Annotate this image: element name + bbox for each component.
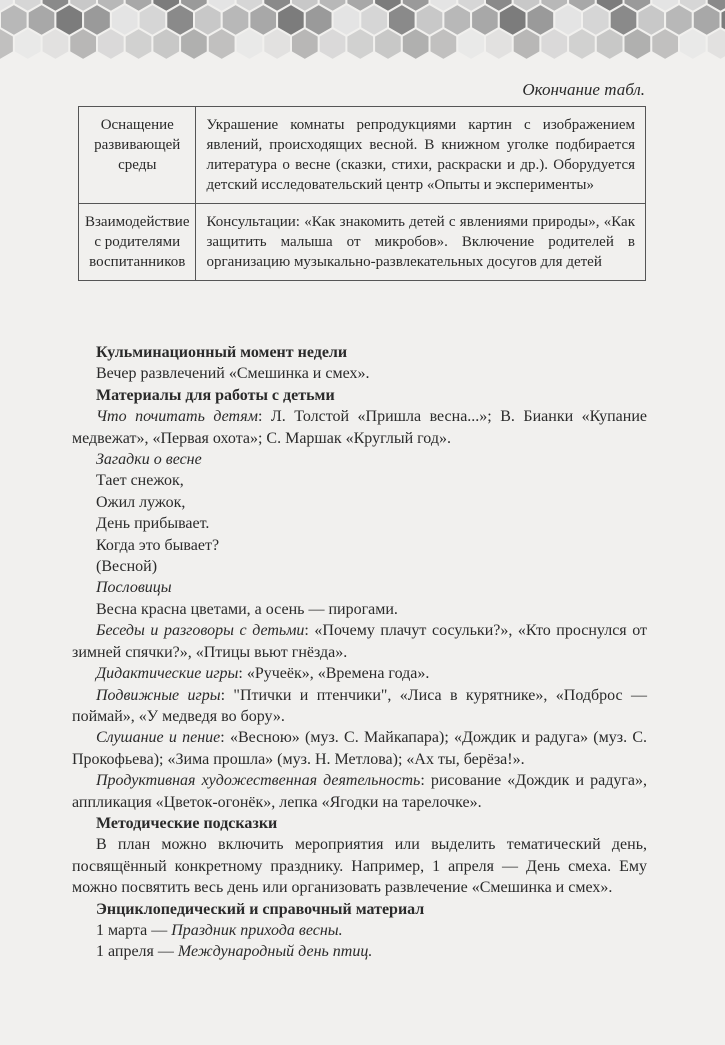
hexagon-shape <box>208 28 236 60</box>
music-paragraph <box>72 727 647 770</box>
table-row-header: Взаимодействие с родителями воспитанников <box>79 204 196 281</box>
tips-heading: Методические подсказки <box>96 814 278 832</box>
table-row <box>79 204 646 281</box>
materials-heading: Материалы для работы с детьми <box>96 386 335 404</box>
active-games-label: Подвижные игры <box>96 686 221 704</box>
culmination-heading: Кульминационный момент недели <box>96 344 348 361</box>
hexagon-shape <box>513 28 541 60</box>
hexagon-shape <box>42 28 70 60</box>
hexagon-shape <box>651 28 679 60</box>
active-games-text: : "Птички и птенчики", «Лиса в курятнике», «Подброс — поймай», «У медведя во бору». <box>72 686 648 725</box>
reference-date: 1 марта — <box>96 921 172 939</box>
read-label: Что почитать детям <box>96 408 258 426</box>
read-text: : Л. Толстой «Пришла весна...»; В. Бианки «Купание медвежат», «Первая охота»; С. Маршак «Круглый год». <box>72 408 648 447</box>
hexagon-shape <box>346 28 374 60</box>
hexagon-shape <box>263 28 291 60</box>
table-row-content: Консультации: «Как знакомить детей с явлениями природы», «Как защитить малыша от микробов». Включение родителей в организацию музыкально-развлекательных досугов для детей <box>196 204 646 281</box>
riddle-line: Когда это бывает? <box>96 536 220 554</box>
hexagon-shape <box>402 28 430 60</box>
hexagon-shape <box>152 28 180 60</box>
riddle-line: Тает снежок, <box>96 472 184 490</box>
hexagon-shape <box>596 28 624 60</box>
reference-item <box>96 941 647 962</box>
riddles-label: Загадки о весне <box>96 451 202 469</box>
culmination-text: Вечер развлечений «Смешинка и смех». <box>96 365 370 383</box>
riddle-line: День прибывает. <box>96 515 210 533</box>
reference-text: Международный день птиц. <box>177 943 373 961</box>
table-row-header: Оснащение развивающей среды <box>79 107 196 204</box>
riddle-line: (Весной) <box>96 558 158 576</box>
didactic-label: Дидактические игры <box>96 665 239 683</box>
proverb-text: Весна красна цветами, а осень — пирогами. <box>96 600 398 618</box>
hexagon-shape <box>236 28 264 60</box>
hexagon-shape <box>97 28 125 60</box>
hexagon-shape <box>624 28 652 60</box>
music-text: : «Весною» (муз. С. Майкапара); «Дождик и радуга» (муз. С. Прокофьева); «Зима прошла» (муз. Н. Метлова); «Ах ты, берёза!». <box>72 729 648 768</box>
hexagon-shape <box>540 28 568 60</box>
riddle-line: Ожил лужок, <box>96 493 186 511</box>
read-paragraph <box>72 406 647 449</box>
talks-paragraph <box>72 620 647 663</box>
hexagon-shape <box>374 28 402 60</box>
art-label: Продуктивная художественная деятельность <box>96 772 421 790</box>
hexagon-shape <box>679 28 707 60</box>
talks-label: Беседы и разговоры с детьми <box>96 622 305 640</box>
art-text: : рисование «Дождик и радуга», аппликация «Цветок-огонёк», лепка «Ягодки на тарелочке». <box>72 772 648 811</box>
reference-heading: Энциклопедический и справочный материал <box>96 900 425 918</box>
didactic-text: : «Ручеёк», «Времена года». <box>238 665 430 683</box>
table-row <box>79 107 646 204</box>
table-continuation-label: Окончание табл. <box>522 80 645 99</box>
hexagon-shape <box>430 28 458 60</box>
main-text <box>72 342 648 963</box>
hexagon-shape <box>485 28 513 60</box>
talks-text: : «Почему плачут сосульки?», «Кто проснулся от зимней спячки?», «Птицы вьют гнёзда». <box>72 622 647 661</box>
hexagon-shape <box>69 28 97 60</box>
hexagon-pattern-graphic <box>0 0 725 60</box>
reference-item <box>96 920 647 941</box>
hexagon-shape <box>319 28 347 60</box>
theme-table <box>78 106 646 281</box>
reference-date: 1 апреля — <box>96 943 178 961</box>
reference-text: Праздник прихода весны. <box>171 921 343 939</box>
hexagon-shape <box>14 28 42 60</box>
didactic-paragraph <box>96 663 647 684</box>
hexagon-shape <box>291 28 319 60</box>
hexagon-pattern-band <box>0 0 725 60</box>
art-paragraph <box>72 770 647 813</box>
hexagon-shape <box>568 28 596 60</box>
tips-text: В план можно включить мероприятия или выделить тематический день, посвящённый конкретному празднику. Например, 1 апреля — День смеха. Ему можно посвятить весь день или организовать развлечение «Смешинка и смех». <box>72 836 647 897</box>
hexagon-shape <box>180 28 208 60</box>
proverbs-label: Пословицы <box>96 579 172 597</box>
table-row-content: Украшение комнаты репродукциями картин с изображением явлений, происходящих весной. В книжном уголке подбирается литература о весне (сказки, стихи, раскраски и др.). Оборудуется детский исследовательский центр «Опыты и эксперименты» <box>196 107 646 204</box>
hexagon-shape <box>457 28 485 60</box>
hexagon-shape <box>125 28 153 60</box>
music-label: Слушание и пение <box>96 729 221 747</box>
active-games-paragraph <box>72 685 647 728</box>
